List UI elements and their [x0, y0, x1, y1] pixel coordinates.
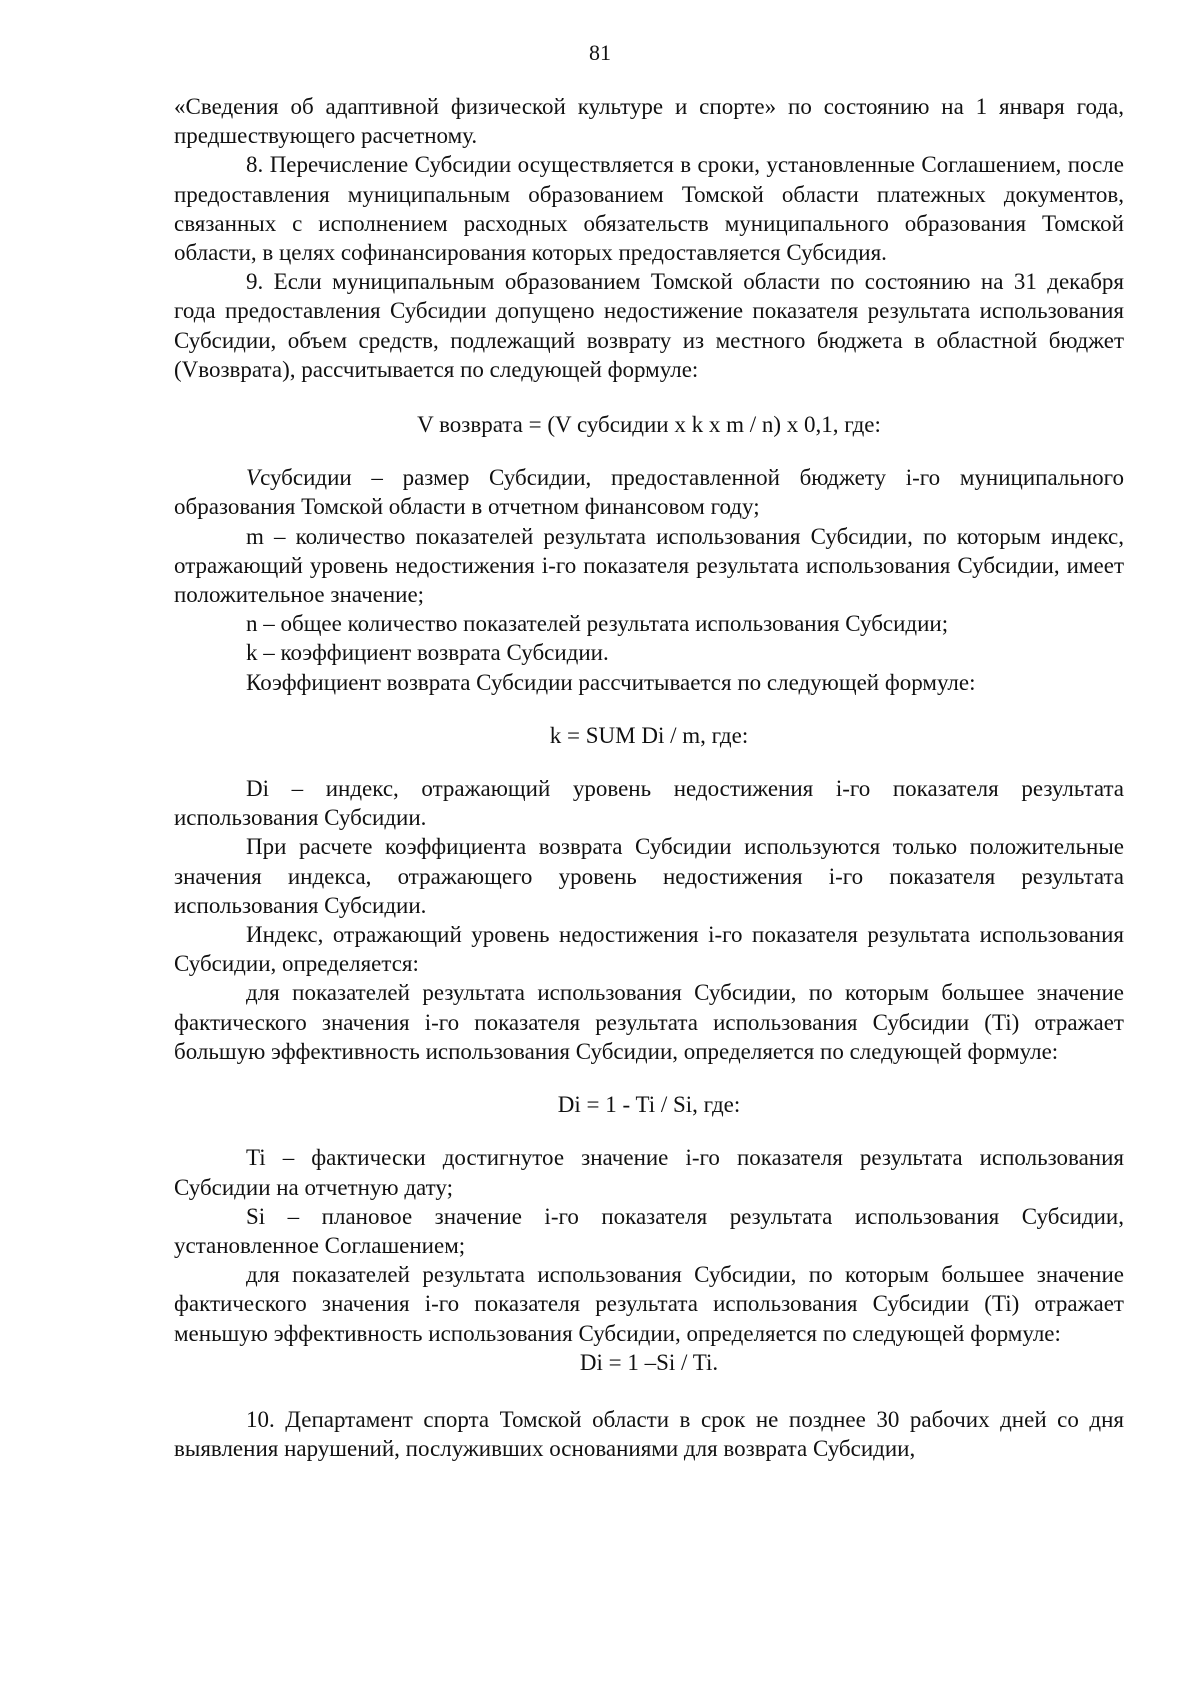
paragraph-positive-values: При расчете коэффициента возврата Субсидии используются только положительные значения индекса, отражающего уровень недостижения i-го показателя результата использования Субсидии. — [174, 834, 1124, 918]
paragraph-si-definition: Si – плановое значение i-го показателя результата использования Субсидии, установленное Соглашением; — [174, 1203, 1124, 1258]
formula-di-2: Di = 1 –Si / Ti. — [579, 1349, 719, 1375]
document-body — [174, 92, 1124, 1463]
paragraph-clause-10: 10. Департамент спорта Томской области в срок не позднее 30 рабочих дней со дня выявления нарушений, послуживших основаниями для возврата Субсидии, — [174, 1406, 1124, 1462]
paragraph-clause-8: 8. Перечисление Субсидии осуществляется в сроки, установленные Соглашением, после предоставления муниципальным образованием Томской области платежных документов, связанных с исполнением расходных обязательств муниципального образования Томской области, в целях софинансирования которых предоставляется Субсидия. — [174, 152, 1124, 266]
page-number: 81 — [589, 40, 611, 65]
formula-k: k = SUM Di / m, где: — [549, 722, 749, 748]
paragraph-index-determined: Индекс, отражающий уровень недостижения i-го показателя результата использования Субсидии, определяется: — [174, 922, 1124, 977]
paragraph-higher-better: для показателей результата использования Субсидии, по которым большее значение фактического значения i-го показателя результата использования Субсидии (Ti) отражает большую эффективность использования Субсидии, определяется по следующей формуле: — [174, 980, 1124, 1064]
variable-v: V — [246, 465, 261, 491]
paragraph-di-definition: Di – индекс, отражающий уровень недостижения i-го показателя результата использования Субсидии. — [174, 776, 1124, 831]
paragraph: «Сведения об адаптивной физической культуре и спорте» по состоянию на 1 января года, предшествующего расчетному. — [174, 94, 1124, 149]
paragraph-k-formula-intro: Коэффициент возврата Субсидии рассчитывается по следующей формуле: — [246, 669, 976, 695]
formula-v-return: V возврата = (V субсидии x k x m / n) x 0,1, где: — [417, 412, 881, 438]
paragraph-n-definition: n – общее количество показателей результата использования Субсидии; — [246, 611, 949, 637]
v-subsidy-text: субсидии – размер Субсидии, предоставленной бюджету i-го муниципального образования Томской области в отчетном финансовом году; — [174, 465, 1124, 520]
paragraph-m-definition: m – количество показателей результата использования Субсидии, по которым индекс, отражающий уровень недостижения i-го показателя результата использования Субсидии, имеет положительное значение; — [174, 523, 1124, 608]
paragraph-clause-9: 9. Если муниципальным образованием Томской области по состоянию на 31 декабря года предоставления Субсидии допущено недостижение показателя результата использования Субсидии, объем средств, подлежащий возврату из местного бюджета в областной бюджет (Vвозврата), рассчитывается по следующей формуле: — [174, 269, 1124, 382]
paragraph-v-subsidy-definition — [174, 463, 1124, 521]
paragraph-k-definition: k – коэффициент возврата Субсидии. — [246, 640, 609, 666]
paragraph-ti-definition: Ti – фактически достигнутое значение i-го показателя результата использования Субсидии на отчетную дату; — [174, 1145, 1124, 1200]
paragraph-lower-better: для показателей результата использования Субсидии, по которым большее значение фактического значения i-го показателя результата использования Субсидии (Ti) отражает меньшую эффективность использования Субсидии, определяется по следующей формуле: — [174, 1262, 1124, 1346]
formula-di-1: Di = 1 - Ti / Si, где: — [557, 1092, 741, 1118]
